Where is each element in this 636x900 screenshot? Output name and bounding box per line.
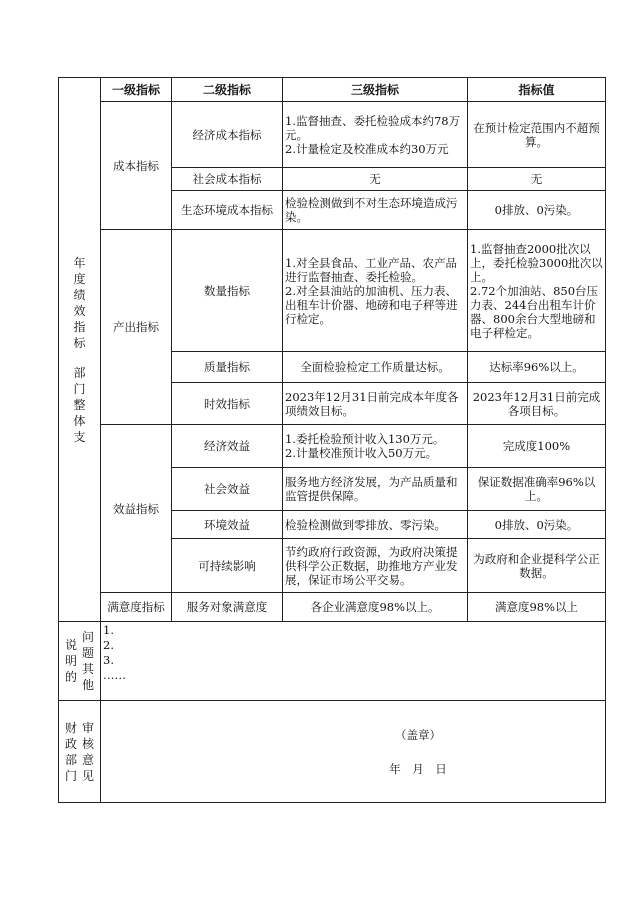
review-label-col2: 审核意见 (81, 720, 94, 783)
level2-cell: 社会成本指标 (172, 168, 283, 191)
note-item: …… (103, 668, 126, 682)
level2-cell: 服务对象满意度 (172, 593, 283, 622)
seal-text: （盖章） (395, 727, 441, 742)
level3-cell (283, 191, 468, 230)
level3-cell (283, 593, 468, 622)
performance-indicator-table (58, 77, 606, 803)
level2-cell: 数量指标 (172, 230, 283, 352)
level2-cell: 生态环境成本指标 (172, 191, 283, 230)
level1-cell: 满意度指标 (101, 593, 172, 622)
level1-cell: 成本指标 (101, 102, 172, 230)
level3-cell (283, 383, 468, 425)
level2-cell: 时效指标 (172, 383, 283, 425)
level3-cell (283, 352, 468, 383)
notes-label (59, 622, 101, 701)
side-label-b: 部门整体支 (73, 365, 86, 444)
value-cell (468, 511, 606, 539)
table-row (59, 102, 606, 168)
level3-line: 全面检验检定工作质量达标。 (300, 360, 450, 374)
level2-cell: 经济效益 (172, 425, 283, 468)
side-label-a: 年度绩效指标 (73, 255, 86, 350)
level3-cell (283, 539, 468, 593)
date-text: 年 月 日 (389, 761, 447, 776)
level3-line: 检验检测做到零排放、零污染。 (285, 517, 446, 532)
level2-cell: 可持续影响 (172, 539, 283, 593)
level3-cell (283, 425, 468, 468)
notes-label-col1: 说明的 (64, 638, 77, 684)
header-level3: 三级指标 (283, 78, 468, 102)
value-line: 为政府和企业提科学公正数据。 (473, 551, 600, 580)
value-cell (468, 352, 606, 383)
note-item: 3. (103, 653, 114, 667)
level3-line: 检验检测做到不对生态环境造成污染。 (285, 196, 458, 224)
header-level2: 二级指标 (172, 78, 283, 102)
value-line: 2.72个加油站、850台压力表、244台出租车计价器、800余台大型地磅和电子秤检定。 (470, 283, 599, 340)
level2-cell: 社会效益 (172, 468, 283, 511)
value-cell (468, 230, 606, 352)
table-row (59, 425, 606, 468)
level3-line: 无 (369, 172, 381, 186)
value-line: 0排放、0污染。 (494, 203, 579, 217)
review-label (59, 701, 101, 803)
level2-cell: 质量指标 (172, 352, 283, 383)
review-content[interactable] (101, 701, 606, 803)
level3-line: 服务地方经济发展，为产品质量和监管提供保障。 (285, 475, 458, 503)
level3-line: 各企业满意度98%以上。 (310, 600, 440, 614)
notes-content[interactable] (101, 622, 606, 701)
value-line: 保证数据准确率96%以上。 (477, 475, 596, 503)
value-cell (468, 425, 606, 468)
value-line: 1.监督抽查2000批次以上，委托检验3000批次以上。 (470, 241, 603, 284)
level1-cell: 产出指标 (101, 230, 172, 425)
table-row (59, 230, 606, 352)
value-cell (468, 168, 606, 191)
value-line: 满意度98%以上 (494, 600, 579, 614)
value-cell (468, 383, 606, 425)
value-line: 无 (530, 172, 543, 186)
value-cell (468, 468, 606, 511)
notes-label-col2: 问题其他 (81, 630, 94, 692)
level3-cell (283, 230, 468, 352)
value-cell (468, 593, 606, 622)
table-row (59, 593, 606, 622)
level3-line: 2.计量校准预计收入50万元。 (285, 446, 438, 460)
level2-cell: 经济成本指标 (172, 102, 283, 168)
header-value: 指标值 (468, 78, 606, 102)
value-line: 在预计检定范围内不超预算。 (473, 120, 600, 149)
value-line: 达标率96%以上。 (489, 360, 584, 374)
value-cell (468, 102, 606, 168)
level1-cell: 效益指标 (101, 425, 172, 593)
side-label-cell (59, 78, 101, 622)
level3-line: 1.监督抽查、委托检验成本约78万元。 (285, 113, 461, 142)
header-level1: 一级指标 (101, 78, 172, 102)
note-item: 2. (103, 638, 114, 652)
level3-line: 2.对全县油站的加油机、压力表、出租车计价器、地磅和电子秤等进行检定。 (285, 283, 458, 326)
value-line: 完成度100% (502, 439, 571, 453)
level3-cell (283, 168, 468, 191)
level2-cell: 环境效益 (172, 511, 283, 539)
level3-line: 2.计量检定及校准成本约30万元 (285, 141, 449, 156)
level3-line: 节约政府行政资源，为政府决策提供科学公正数据，助推地方产业发展，保证市场公平交易。 (285, 544, 458, 587)
level3-cell (283, 102, 468, 168)
note-item: 1. (103, 623, 114, 637)
review-label-col1: 财政部门 (64, 720, 77, 783)
level3-cell (283, 511, 468, 539)
level3-line: 1.对全县食品、工业产品、农产品进行监督抽查、委托检验。 (285, 255, 457, 284)
level3-line: 1.委托检验预计收入130万元。 (285, 432, 445, 446)
level3-line: 2023年12月31日前完成本年度各项绩效目标。 (285, 389, 459, 418)
value-line: 0排放、0污染。 (494, 517, 579, 532)
level3-cell (283, 468, 468, 511)
value-cell (468, 191, 606, 230)
value-line: 2023年12月31日前完成各项目标。 (472, 389, 601, 418)
value-cell (468, 539, 606, 593)
